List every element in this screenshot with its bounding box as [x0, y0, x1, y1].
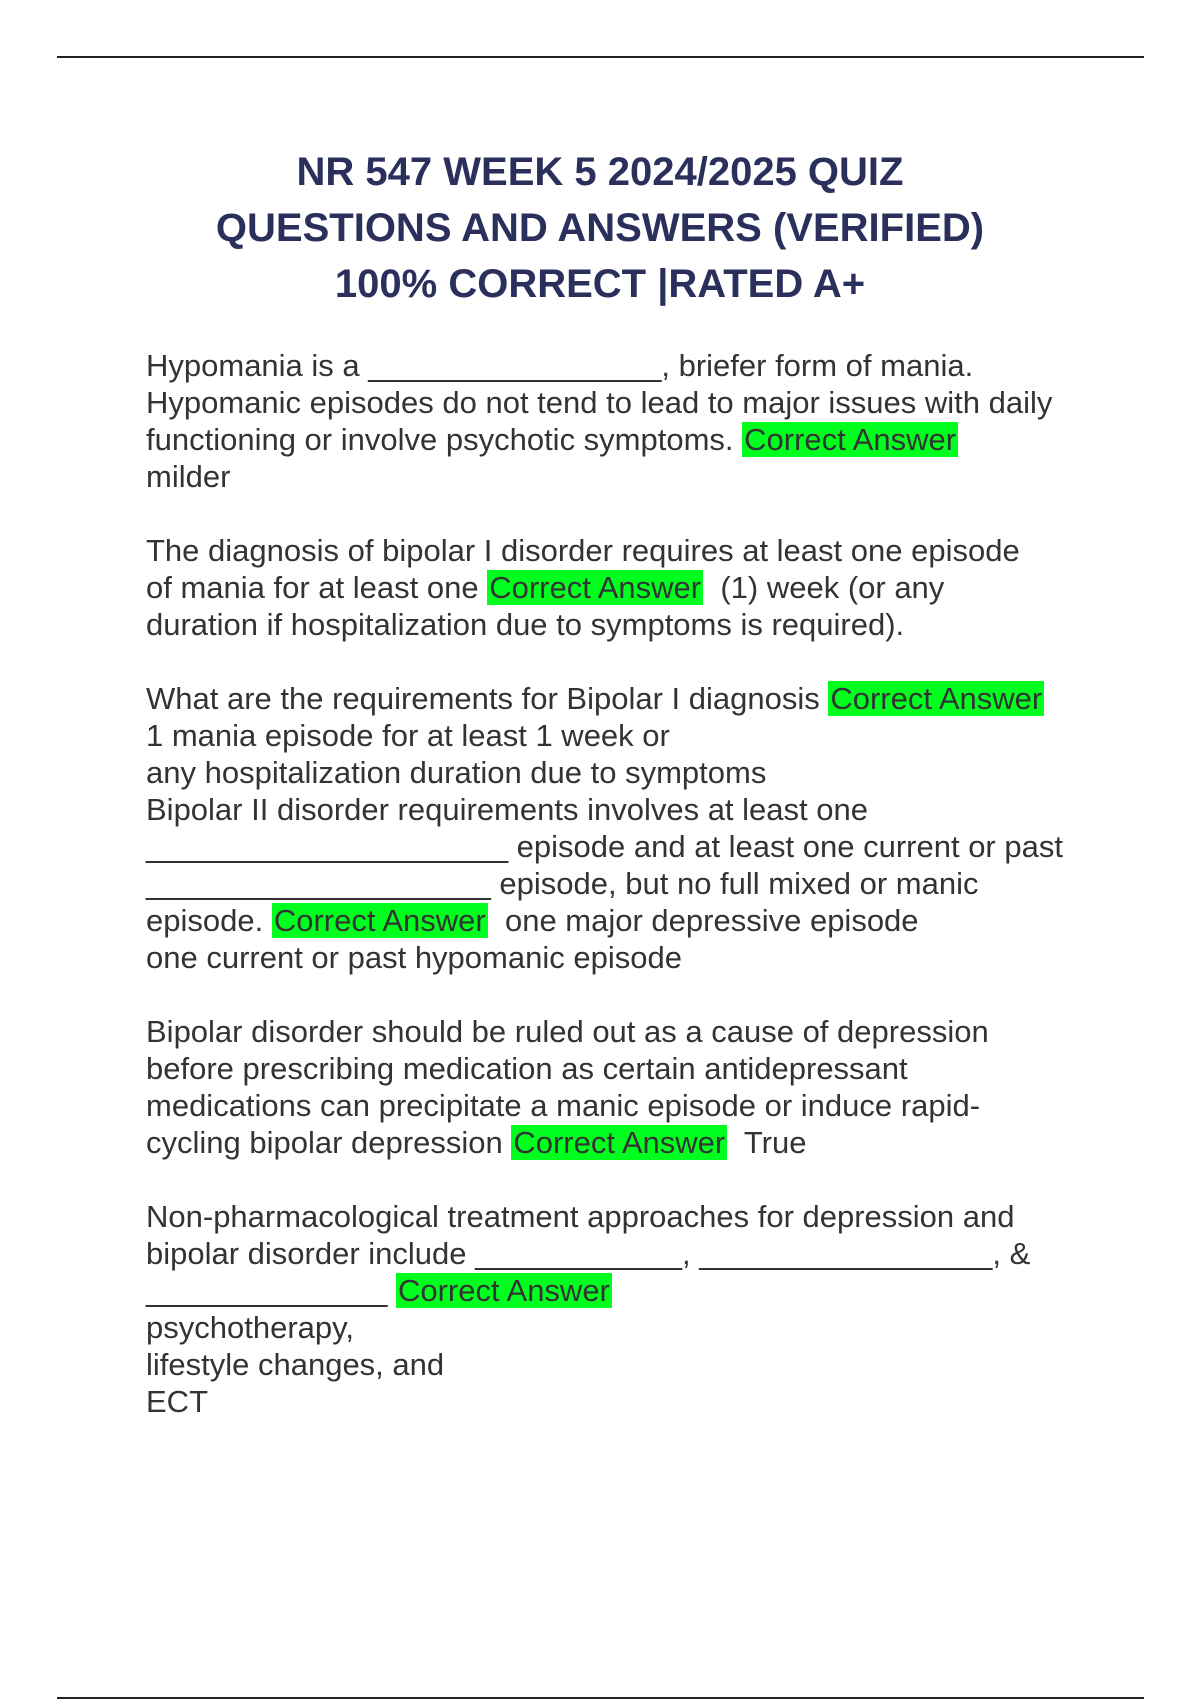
question-text: Hypomanic episodes do not tend to lead to major issues with daily: [146, 385, 1053, 420]
question-text: Hypomania is a _________________, briefer form of mania.: [146, 348, 974, 383]
question-text: ______________ Correct Answer: [146, 1273, 610, 1308]
answer-text: one major depressive episode: [487, 903, 919, 938]
question-text: medications can precipitate a manic episode or induce rapid-: [146, 1088, 981, 1123]
question-text: episode. Correct Answer one major depressive episode: [146, 903, 919, 938]
qa-item: [146, 1013, 1106, 1161]
answer-text: True: [727, 1125, 807, 1160]
question-text: What are the requirements for Bipolar I diagnosis Correct Answer: [146, 681, 1043, 716]
answer-text: any hospitalization duration due to symptoms: [146, 755, 767, 790]
top-rule: [57, 56, 1144, 58]
question-text: bipolar disorder include ____________, _________________, &: [146, 1236, 1031, 1271]
question-text: Non-pharmacological treatment approaches for depression and: [146, 1199, 1015, 1234]
question-text: _____________________ episode and at least one current or past: [146, 829, 1063, 864]
answer-text: duration if hospitalization due to symptoms is required).: [146, 607, 905, 642]
qa-item: [146, 680, 1106, 976]
question-text: Bipolar disorder should be ruled out as a cause of depression: [146, 1014, 989, 1049]
correct-answer-label: Correct Answer: [830, 681, 1043, 716]
title-line: QUESTIONS AND ANSWERS (VERIFIED): [215, 206, 985, 250]
title-line: 100% CORRECT |RATED A+: [334, 262, 866, 306]
answer-text: ECT: [146, 1384, 208, 1419]
question-text: Bipolar II disorder requirements involves at least one: [146, 792, 868, 827]
question-text: functioning or involve psychotic symptoms. Correct Answer: [146, 422, 957, 457]
answer-text: milder: [146, 459, 231, 494]
correct-answer-label: Correct Answer: [273, 903, 486, 938]
document-body: [146, 347, 1106, 1420]
correct-answer-label: Correct Answer: [489, 570, 702, 605]
answer-text: psychotherapy,: [146, 1310, 354, 1345]
answer-text: 1 mania episode for at least 1 week or: [146, 718, 670, 753]
correct-answer-label: Correct Answer: [513, 1125, 726, 1160]
qa-item: [146, 347, 1106, 495]
title-line: NR 547 WEEK 5 2024/2025 QUIZ: [296, 150, 904, 194]
answer-text: one current or past hypomanic episode: [146, 940, 682, 975]
document-title: [100, 144, 1100, 312]
answer-text: (1) week (or any: [703, 570, 945, 605]
bottom-rule: [57, 1697, 1144, 1699]
correct-answer-label: Correct Answer: [744, 422, 957, 457]
qa-item: [146, 1198, 1106, 1420]
question-text: of mania for at least one Correct Answer (1) week (or any: [146, 570, 945, 605]
question-text: cycling bipolar depression Correct Answer True: [146, 1125, 807, 1160]
question-text: before prescribing medication as certain antidepressant: [146, 1051, 908, 1086]
answer-text: lifestyle changes, and: [146, 1347, 445, 1382]
correct-answer-label: Correct Answer: [397, 1273, 610, 1308]
question-text: ____________________ episode, but no full mixed or manic: [146, 866, 979, 901]
question-text: The diagnosis of bipolar I disorder requires at least one episode: [146, 533, 1020, 568]
qa-item: [146, 532, 1106, 643]
